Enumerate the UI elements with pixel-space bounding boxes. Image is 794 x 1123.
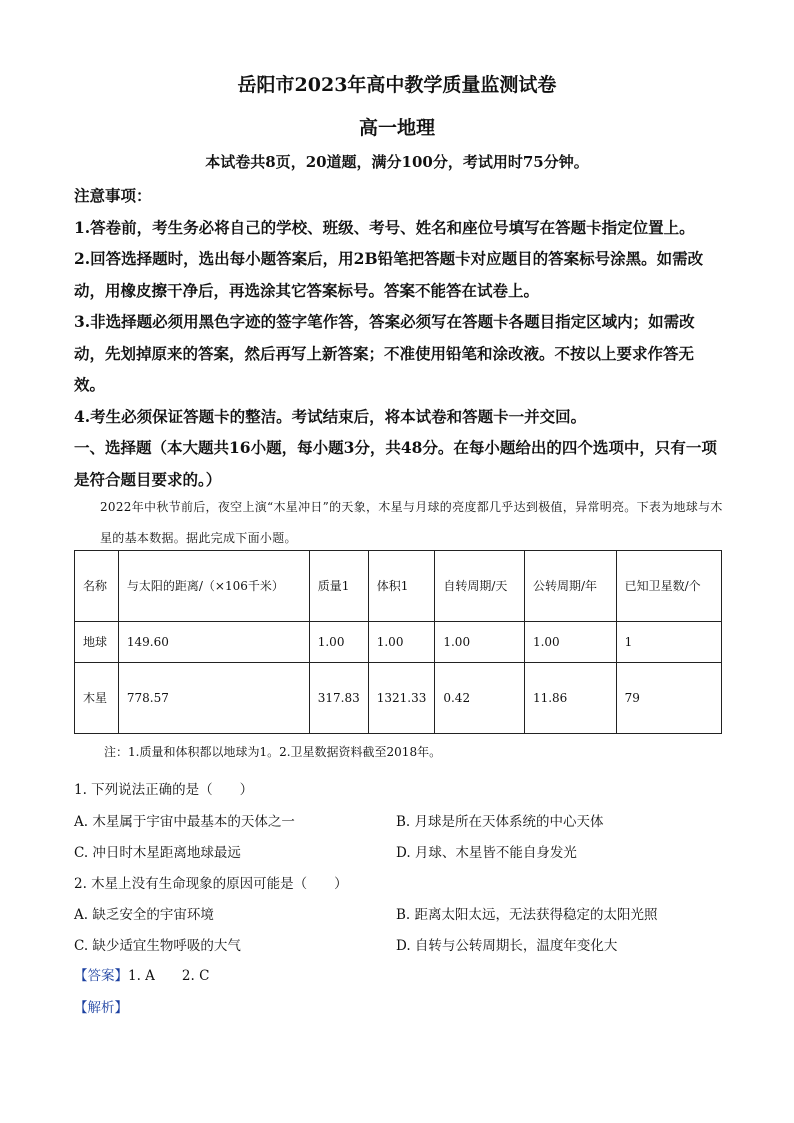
exam-info: 本试卷共8页，20道题，满分100分，考试用时75分钟。	[205, 153, 589, 171]
table-cell: 317.83	[309, 663, 368, 734]
table-cell: 1.00	[309, 622, 368, 663]
answer-label: 【答案】	[74, 968, 128, 984]
table-cell: 木星	[75, 663, 119, 734]
instruction-item: 1.答卷前，考生务必将自己的学校、班级、考号、姓名和座位号填写在答题卡指定位置上。	[74, 217, 695, 237]
passage-text: 2022年中秋节前后，夜空上演“木星冲日”的天象，木星与月球的亮度都几乎达到极值，异常明亮。下表为地球与木星的基本数据。据此完成下面小题。	[100, 500, 723, 545]
question-1-option-b: B. 月球是所在天体系统的中心天体	[396, 814, 604, 830]
question-1-option-d: D. 月球、木星皆不能自身发光	[396, 845, 577, 861]
analysis-label: 【解析】	[74, 1000, 128, 1016]
table-header-cell: 与太阳的距离/（×106千米）	[118, 551, 309, 622]
table-cell: 79	[616, 663, 721, 734]
table-note: 注：1.质量和体积都以地球为1。2.卫星数据资料截至2018年。	[104, 745, 442, 759]
table-row	[75, 622, 722, 663]
table-cell: 11.86	[524, 663, 616, 734]
table-cell: 地球	[75, 622, 119, 663]
table-cell: 778.57	[118, 663, 309, 734]
table-cell: 1.00	[435, 622, 525, 663]
table-header-cell: 质量1	[309, 551, 368, 622]
table-row	[75, 663, 722, 734]
instruction-item: 2.回答选择题时，选出每小题答案后，用2B铅笔把答题卡对应题目的答案标号涂黑。如需改动，用橡皮擦干净后，再选涂其它答案标号。答案不能答在试卷上。	[74, 249, 704, 300]
table-header-cell: 自转周期/天	[435, 551, 525, 622]
table-header-row	[75, 551, 722, 622]
section-heading: 一、选择题（本大题共16小题，每小题3分，共48分。在每小题给出的四个选项中，只有一项是符合题目要求的。）	[74, 438, 717, 489]
table-header-cell: 已知卫星数/个	[616, 551, 721, 622]
question-2-option-d: D. 自转与公转周期长，温度年变化大	[396, 938, 618, 954]
exam-subtitle: 高一地理	[358, 117, 435, 139]
table-header-cell: 体积1	[368, 551, 435, 622]
table-cell: 149.60	[118, 622, 309, 663]
table-cell: 1.00	[368, 622, 435, 663]
table-cell: 0.42	[435, 663, 525, 734]
instruction-item: 4.考生必须保证答题卡的整洁。考试结束后，将本试卷和答题卡一并交回。	[74, 406, 587, 426]
question-1-option-a: A. 木星属于宇宙中最基本的天体之一	[74, 814, 295, 830]
answer-line	[74, 964, 209, 984]
table-header-cell: 名称	[75, 551, 119, 622]
table-header-cell: 公转周期/年	[524, 551, 616, 622]
exam-title: 岳阳市2023年高中教学质量监测试卷	[237, 74, 557, 96]
table-cell: 1321.33	[368, 663, 435, 734]
reading-passage	[74, 492, 724, 554]
answer-text: 1. A 2. C	[128, 968, 210, 984]
instruction-item: 3.非选择题必须用黑色字迹的签字笔作答，答案必须写在答题卡各题目指定区域内；如需改动，先划掉原来的答案，然后再写上新答案；不准使用铅笔和涂改液。不按以上要求作答无效。	[74, 312, 695, 394]
question-2-option-b: B. 距离太阳太远，无法获得稳定的太阳光照	[396, 907, 658, 923]
analysis-line	[74, 996, 128, 1016]
table-cell: 1.00	[524, 622, 616, 663]
instructions-heading: 注意事项：	[74, 186, 152, 205]
planet-data-table	[74, 550, 722, 734]
question-1-option-c: C. 冲日时木星距离地球最远	[74, 845, 241, 861]
question-2-option-c: C. 缺少适宜生物呼吸的大气	[74, 938, 241, 954]
question-1-stem: 1. 下列说法正确的是（ ）	[74, 782, 254, 798]
instructions	[74, 180, 724, 495]
question-2-option-a: A. 缺乏安全的宇宙环境	[74, 907, 214, 923]
table-cell: 1	[616, 622, 721, 663]
question-2-stem: 2. 木星上没有生命现象的原因可能是（ ）	[74, 876, 348, 892]
